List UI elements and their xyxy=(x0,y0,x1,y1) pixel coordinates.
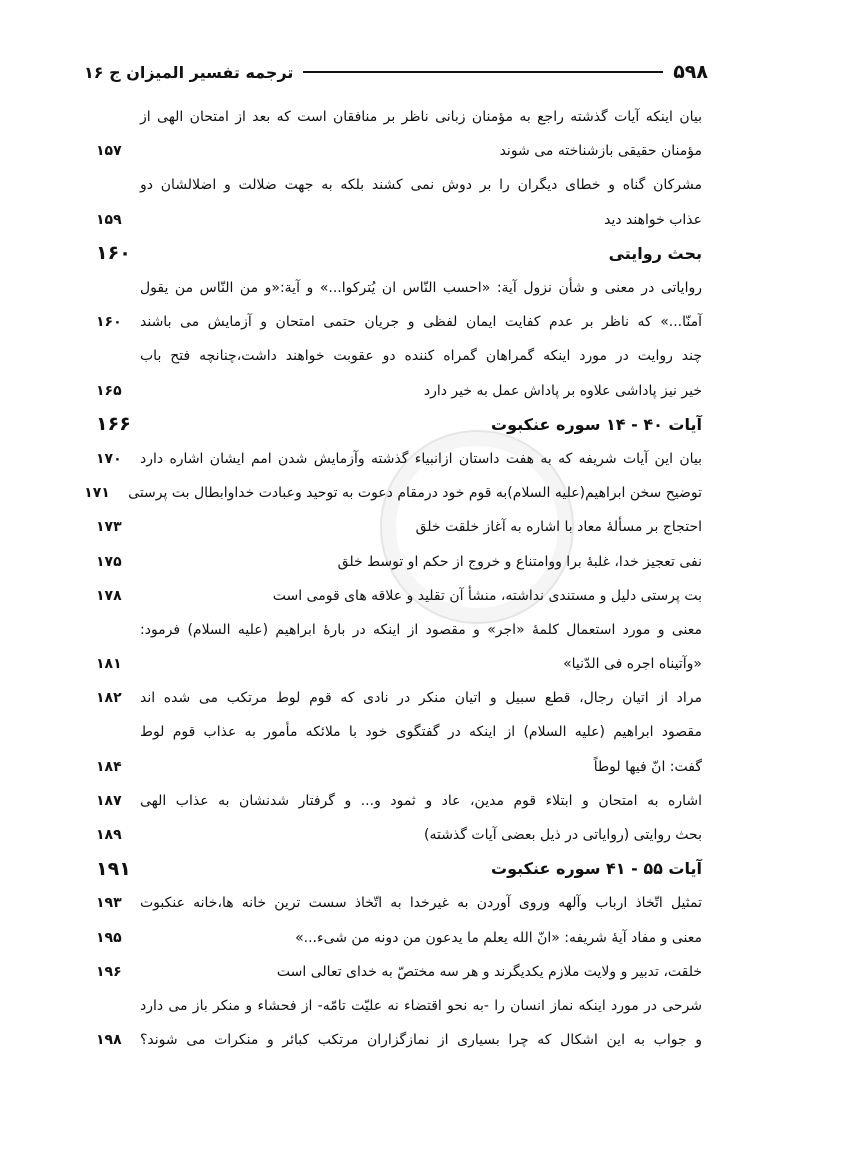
toc-line-25: معنی و مفاد آیهٔ شریفه: «انّ الله یعلم ما یدعون من دونه من شیء...» ۱۹۵ xyxy=(96,929,702,946)
toc-page-number: ۱۶۵ xyxy=(96,382,122,399)
toc-line-16: معنی و مورد استعمال کلمهٔ «اجر» و مقصود از اینکه در بارهٔ ابراهیم (علیه السلام) فرمود: xyxy=(140,621,702,638)
toc-page-number: ۱۹۳ xyxy=(96,895,122,912)
toc-page-number: ۱۹۵ xyxy=(96,929,122,946)
toc-line-7: آمنّا...» که ناظر بر عدم کفایت ایمان لفظی و جریان حتمی امتحان و آزمایش می باشند ۱۶۰ xyxy=(96,314,702,331)
toc-page-number: ۱۷۱ xyxy=(84,485,110,502)
toc-page-number: ۱۶۰ xyxy=(96,314,122,331)
toc-line-14: نفی تعجیز خدا، غلبهٔ برا ووامتناع و خروج از حکم او توسط خلق ۱۷۵ xyxy=(96,553,702,570)
toc-page-number: ۱۵۷ xyxy=(96,143,122,160)
toc-line-13: احتجاج بر مسألهٔ معاد با اشاره به آغاز خلقت خلق ۱۷۳ xyxy=(96,519,702,536)
toc-line-15: بت پرستی دلیل و مستندی نداشته، منشأ آن تقلید و علاقه های قومی است ۱۷۸ xyxy=(96,587,702,604)
toc-line-28: و جواب به این اشکال که چرا بسیاری از نمازگزاران مرتکب کبائر و منکرات می شوند؟ ۱۹۸ xyxy=(96,1032,702,1049)
toc-line-4: عذاب خواهند دید ۱۵۹ xyxy=(96,211,702,228)
toc-page-number: ۱۵۹ xyxy=(96,211,122,228)
toc-page-number: ۱۹۸ xyxy=(96,1032,122,1049)
toc-page-number: ۱۹۶ xyxy=(96,963,122,980)
toc-line-3: مشرکان گناه و خطای دیگران را بر دوش نمی کشند بلکه به جهت ضلالت و اضلالشان دو xyxy=(140,177,702,194)
toc-line-12: توضیح سخن ابراهیم(علیه السلام)به قوم خود درمقام دعوت به توحید وعبادت خداوابطال بت پرستی ۱۷۱ xyxy=(84,485,702,502)
toc-page-number: ۱۶۰ xyxy=(96,242,131,265)
header-rule xyxy=(303,71,663,73)
toc-line-2: مؤمنان حقیقی بازشناخته می شوند ۱۵۷ xyxy=(96,143,702,160)
section-heading-3: آیات ۵۵ - ۴۱ سوره عنکبوت ۱۹۱ xyxy=(96,857,702,880)
toc-line-1: بیان اینکه آیات گذشته راجع به مؤمنان زبانی ناظر بر منافقان است که بعد از امتحان الهی از xyxy=(140,109,702,126)
toc-line-20: گفت: انّ فیها لوطاً ۱۸۴ xyxy=(96,758,702,775)
toc-line-27: شرحی در مورد اینکه نماز انسان را -به نحو اقتضاء نه علیّت تامّه- از فحشاء و منکر باز می دارد xyxy=(140,997,702,1014)
toc-line-11: بیان این آیات شریفه که به هفت داستان ازانبیاء گذشته وآزمایش شدن امم ایشان اشاره دارد ۱۷۰ xyxy=(96,450,702,467)
section-heading-2: آیات ۴۰ - ۱۴ سوره عنکبوت ۱۶۶ xyxy=(96,413,702,436)
table-of-contents xyxy=(84,100,702,1057)
toc-line-21: اشاره به امتحان و ابتلاء قوم مدین، عاد و ثمود و... و گرفتار شدنشان به عذاب الهی ۱۸۷ xyxy=(96,792,702,809)
toc-line-18: مراد از اتیان رجال، قطع سبیل و اتیان منکر در نادی که قوم لوط مرتکب می شده اند ۱۸۲ xyxy=(96,690,702,707)
book-title: ترجمه تفسیر المیزان ج ۱۶ xyxy=(84,62,294,82)
toc-page-number: ۱۸۴ xyxy=(96,758,122,775)
page-number: ۵۹۸ xyxy=(673,61,708,83)
toc-page-number: ۱۸۹ xyxy=(96,827,122,844)
toc-line-19: مقصود ابراهیم (علیه السلام) از اینکه در گفتگوی خود با ملائکه مأمور به عذاب قوم لوط xyxy=(140,724,702,741)
toc-line-26: خلقت، تدبیر و ولایت ملازم یکدیگرند و هر سه مختصّ به خدای تعالی است ۱۹۶ xyxy=(96,963,702,980)
toc-page-number: ۱۷۵ xyxy=(96,553,122,570)
toc-line-22: بحث روایتی (روایاتی در ذیل بعضی آیات گذشته) ۱۸۹ xyxy=(96,827,702,844)
toc-page-number: ۱۶۶ xyxy=(96,413,131,436)
toc-page-number: ۱۷۳ xyxy=(96,519,122,536)
toc-line-17: «وآتیناه اجره فی الدّنیا» ۱۸۱ xyxy=(96,656,702,673)
toc-page-number: ۱۷۸ xyxy=(96,587,122,604)
toc-line-8: چند روایت در مورد اینکه گمراهان گمراه کننده دو عقوبت خواهند داشت،چنانچه فتح باب xyxy=(140,348,702,365)
toc-page-number: ۱۷۰ xyxy=(96,450,122,467)
toc-line-9: خیر نیز پاداشی علاوه بر پاداش عمل به خیر دارد ۱۶۵ xyxy=(96,382,702,399)
toc-page-number: ۱۹۱ xyxy=(96,857,131,880)
toc-page-number: ۱۸۲ xyxy=(96,690,122,707)
toc-page-number: ۱۸۱ xyxy=(96,656,122,673)
toc-page-number: ۱۸۷ xyxy=(96,792,122,809)
running-header xyxy=(84,58,708,86)
toc-line-24: تمثیل اتّخاذ ارباب وآلهه وروی آوردن به غیرخدا به اتّخاذ سست ترین خانه ها،خانه عنکبوت ۱۹۳ xyxy=(96,895,702,912)
section-heading-1: بحث روایتی ۱۶۰ xyxy=(96,242,702,265)
toc-line-6: روایاتی در معنی و شأن نزول آیة: «احسب النّاس ان یُترکوا...» و آیة:«و من النّاس من یقول xyxy=(140,280,702,297)
